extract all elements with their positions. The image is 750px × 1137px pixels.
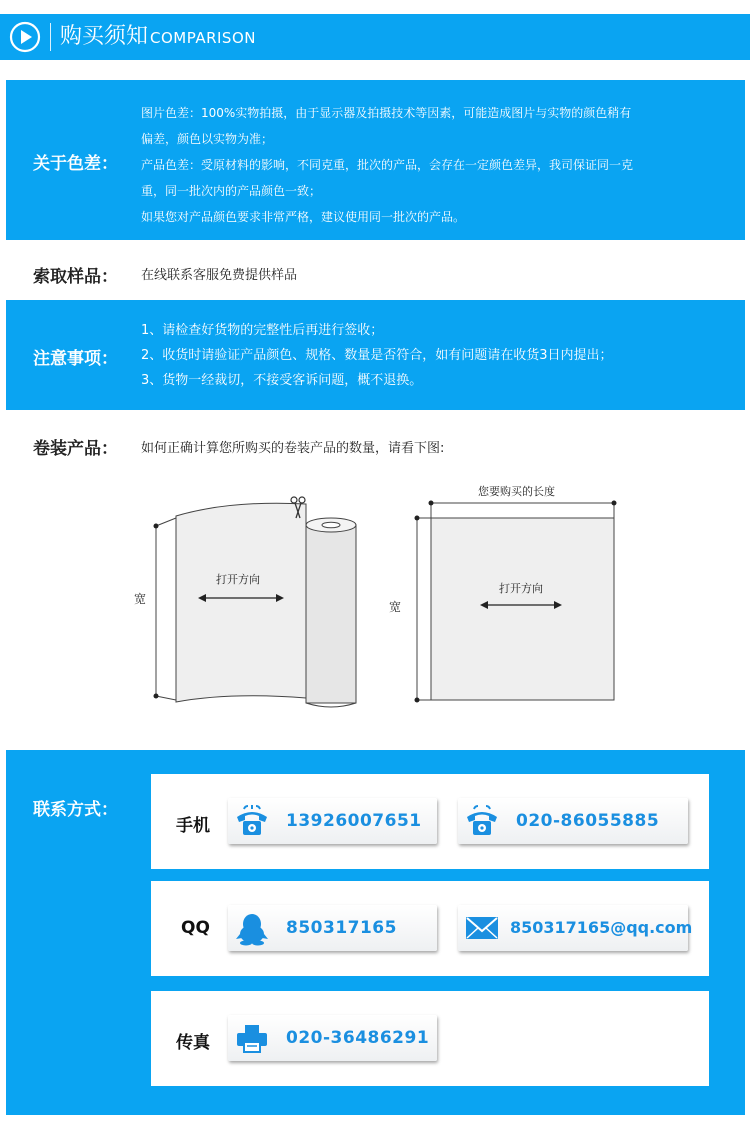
color-note-line: 重，同一批次内的产品颜色一致；: [141, 184, 322, 198]
qq-value: 850317165: [286, 918, 397, 938]
telephone-icon: [464, 803, 500, 839]
roll-diagram-svg: [120, 470, 640, 710]
color-note-line: 偏差，颜色以实物为准；: [141, 132, 274, 146]
color-difference-panel: [6, 80, 745, 240]
color-note-line: 图片色差：100%实物拍摄，由于显示器及拍摄技术等因素，可能造成图片与实物的颜色稍有: [141, 106, 632, 120]
contact-card-mobile: [151, 774, 709, 869]
header-title-en: COMPARISON: [150, 29, 256, 47]
qq-pill[interactable]: [228, 905, 437, 951]
color-note-line: 如果您对产品颜色要求非常严格，建议使用同一批次的产品。: [141, 210, 466, 224]
left-open-direction-label: 打开方向: [216, 573, 260, 586]
notice-line: 2、收货时请验证产品颜色、规格、数量是否符合，如有问题请在收货3日内提出；: [141, 348, 613, 363]
header-divider: [50, 23, 51, 51]
email-pill[interactable]: [458, 905, 693, 951]
sample-text: 在线联系客服免费提供样品: [141, 268, 298, 283]
email-envelope-icon: [464, 910, 500, 946]
fax-value: 020-36486291: [286, 1028, 430, 1048]
roll-diagram: [120, 470, 640, 710]
notice-label: 注意事项：: [33, 349, 118, 369]
contact-card-fax: [151, 991, 709, 1086]
roll-label: 卷装产品：: [33, 439, 118, 459]
notice-line: 1、请检查好货物的完整性后再进行签收；: [141, 323, 384, 338]
color-note-line: 产品色差：受原材料的影响，不同克重，批次的产品，会存在一定颜色差异，我司保证同一克: [141, 158, 634, 172]
length-label: 您要购买的长度: [478, 485, 555, 498]
fax-printer-icon: [234, 1020, 270, 1056]
contact-key-fax: 传真: [176, 1033, 210, 1053]
right-width-label: 宽: [389, 600, 402, 614]
color-difference-text: [141, 100, 736, 230]
qq-penguin-icon: [234, 910, 270, 946]
roll-text: 如何正确计算您所购买的卷装产品的数量，请看下图:: [141, 441, 445, 456]
sample-label: 索取样品：: [33, 267, 118, 287]
fax-pill[interactable]: [228, 1015, 437, 1061]
header-title: [60, 23, 256, 52]
notice-panel: [6, 300, 745, 410]
section-header: [0, 14, 750, 60]
notice-text: [141, 318, 741, 393]
color-difference-label: 关于色差：: [33, 154, 118, 174]
left-width-label: 宽: [134, 592, 147, 606]
phone-pill[interactable]: [228, 798, 437, 844]
contact-key-mobile: 手机: [176, 816, 210, 836]
phone-value: 13926007651: [286, 811, 422, 831]
contact-panel: [6, 750, 745, 1115]
notice-line: 3、货物一经裁切，不接受客诉问题，概不退换。: [141, 373, 423, 388]
email-value: 850317165@qq.com: [510, 918, 693, 937]
play-arrow-icon: [9, 21, 41, 53]
contact-card-qq: [151, 881, 709, 976]
header-title-cn: 购买须知: [60, 24, 149, 49]
landline-pill[interactable]: [458, 798, 688, 844]
contact-label: 联系方式：: [33, 800, 118, 820]
landline-value: 020-86055885: [516, 811, 660, 831]
contact-key-qq: QQ: [181, 918, 210, 938]
telephone-icon: [234, 803, 270, 839]
right-open-direction-label: 打开方向: [499, 582, 543, 595]
